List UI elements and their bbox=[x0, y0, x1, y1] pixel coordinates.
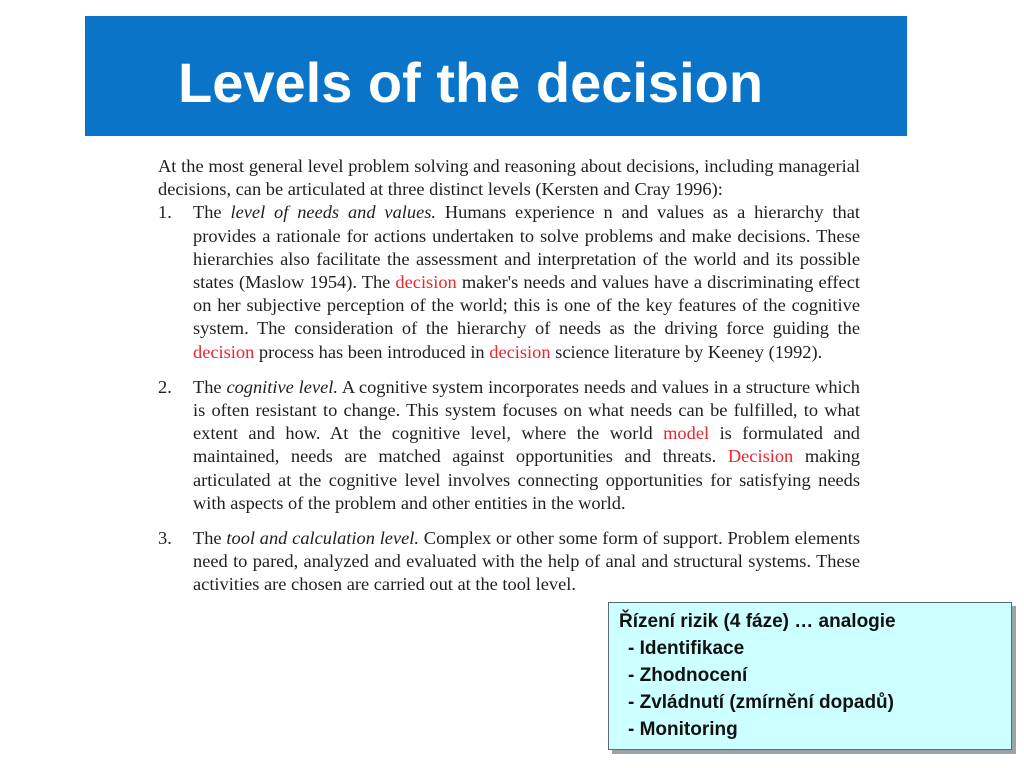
list-item-2 bbox=[158, 376, 860, 515]
risk-management-callout bbox=[608, 602, 1012, 750]
item-number: 1. bbox=[158, 202, 172, 223]
callout-list-item: - Zhodnocení bbox=[628, 665, 748, 686]
highlighted-term: Decision bbox=[727, 446, 794, 467]
highlighted-term: decision bbox=[395, 272, 457, 293]
highlighted-term: decision bbox=[193, 341, 255, 362]
text-segment: maker's needs and values have a discriminating effect on her subjective perception of the world; this is one of the key features of the cognitive system. The consideration of the hierarchy of needs as the driving force guiding the bbox=[193, 272, 860, 339]
callout-list-item: - Monitoring bbox=[628, 719, 738, 740]
callout-list-item: - Identifikace bbox=[628, 638, 745, 659]
callout-list bbox=[619, 635, 1001, 743]
highlighted-term: model bbox=[663, 423, 710, 444]
text-segment: science literature by Keeney (1992). bbox=[555, 341, 823, 362]
document-excerpt bbox=[158, 155, 860, 597]
article: The bbox=[193, 202, 222, 223]
text-segment: is formulated and maintained, needs are matched against opportunities and threats. bbox=[193, 423, 860, 467]
highlighted-term: decision bbox=[489, 341, 551, 362]
text-segment: Humans experience n and values as a hierarchy that provides a rationale for actions undertaken to solve problems and make decisions. These hierarchies also facilitate the assessment and interpretation of the world and its possible states (Maslow 1954). The bbox=[193, 202, 860, 293]
text-segment: Complex or other some form of support. Problem elements need to pared, analyzed and evaluated with the help of anal and structural systems. These activities are chosen are carried out at the tool level. bbox=[193, 528, 860, 595]
list-item-1 bbox=[158, 201, 860, 363]
slide-title: Levels of the decision bbox=[178, 51, 764, 114]
text-segment: process has been introduced in bbox=[258, 341, 485, 362]
text-segment: making articulated at the cognitive level involves connecting opportunities for satisfying needs with aspects of the problem and other entities in the world. bbox=[193, 446, 860, 513]
text-segment: A cognitive system incorporates needs and values in a structure which is often resistant to change. This system focuses on what needs can be fulfilled, to what extent and how. At the cognitive level, where the world bbox=[193, 376, 860, 444]
item-term: tool and calculation level. bbox=[226, 528, 419, 549]
callout-heading: Řízení rizik (4 fáze) … analogie bbox=[619, 611, 896, 632]
intro-paragraph: At the most general level problem solving and reasoning about decisions, including managerial decisions, can be articulated at three distinct levels (Kersten and Cray 1996): bbox=[158, 156, 860, 200]
article: The bbox=[193, 376, 222, 397]
list-item-3 bbox=[158, 527, 860, 597]
item-term: level of needs and values. bbox=[230, 202, 436, 223]
callout-list-item: - Zvládnutí (zmírnění dopadů) bbox=[628, 692, 894, 713]
title-bar bbox=[85, 16, 907, 136]
article: The bbox=[193, 528, 222, 549]
item-term: cognitive level. bbox=[226, 376, 338, 397]
item-number: 2. bbox=[158, 376, 172, 397]
item-number: 3. bbox=[158, 528, 172, 549]
